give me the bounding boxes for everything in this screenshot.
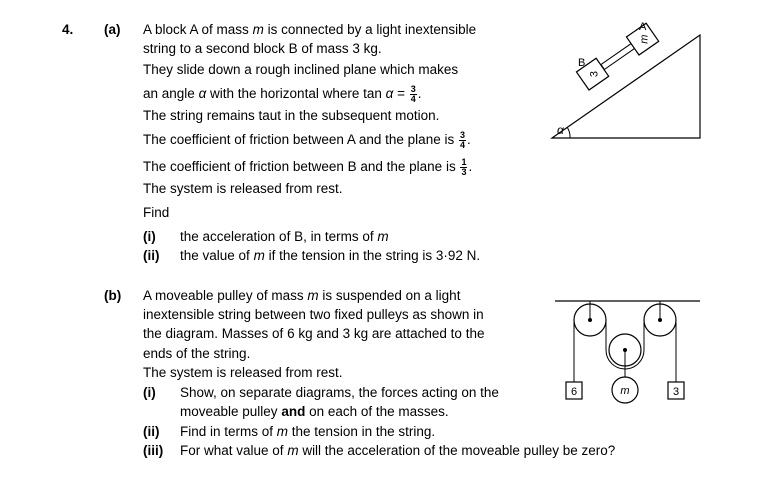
string (601, 42, 636, 69)
block-B-label: B (578, 57, 586, 69)
part-b-sub-iii-label: (iii) (143, 443, 164, 458)
angle-arc (567, 127, 570, 138)
part-a-sub-i-text: the acceleration of B, in terms of m (180, 229, 389, 244)
part-a-sub-ii-text: the value of m if the tension in the string is 3·92 N. (180, 248, 481, 263)
part-b-sub-i-text: Show, on separate diagrams, the forces acting on the (180, 385, 499, 400)
tan-fraction: $\frac{3}{4}$ (410, 84, 416, 104)
part-b-line4: ends of the string. (143, 346, 251, 361)
part-a-line3: They slide down a rough inclined plane which makes (143, 62, 459, 77)
part-a-line1: A block A of mass m is connected by a light inextensible (143, 22, 477, 37)
part-a-line4: an angle α with the horizontal where tan α = $\frac{3}{4}$ . (143, 84, 422, 104)
block-A-label: A (639, 21, 647, 33)
part-b-line2: inextensible string between two fixed pulleys as shown in (143, 307, 484, 322)
part-a-line2: string to a second block B of mass 3 kg. (143, 41, 382, 56)
string-group (601, 42, 636, 69)
part-b-sub-i-label: (i) (143, 385, 156, 400)
mass-3-label: 3 (672, 386, 680, 398)
part-b-line5: The system is released from rest. (143, 365, 343, 380)
part-b-sub-ii-label: (ii) (143, 424, 160, 439)
part-a-label: (a) (104, 22, 121, 37)
part-a-sub-i-label: (i) (143, 229, 156, 244)
part-a-sub-ii-label: (ii) (143, 248, 160, 263)
part-a-line8: The system is released from rest. (143, 181, 343, 196)
mass-6-label: 6 (570, 386, 578, 398)
mass-m-label: m (620, 385, 630, 397)
part-a-line5: The string remains taut in the subsequent motion. (143, 108, 440, 123)
muA-fraction: $\frac{3}{4}$ (459, 130, 465, 150)
muB-fraction: $\frac{1}{3}$ (461, 157, 467, 177)
left-pulley-axle (588, 318, 592, 322)
part-a-line7: The coefficient of friction between B and the plane is $\frac{1}{3}$ . (143, 157, 473, 177)
part-a-find: Find (143, 205, 170, 220)
part-a-line6: The coefficient of friction between A and the plane is $\frac{3}{4}$ . (143, 130, 471, 150)
block-m-mass: m (638, 34, 651, 44)
part-b-sub-ii-text: Find in terms of m the tension in the string. (180, 424, 436, 439)
part-b-sub-i-text2: moveable pulley and on each of the masses. (180, 404, 449, 419)
part-b-line1: A moveable pulley of mass m is suspended on a light (143, 288, 461, 303)
question-number: 4. (62, 22, 74, 37)
angle-label: α (557, 123, 564, 137)
inclined-plane-diagram (520, 10, 720, 145)
part-b-sub-iii-text: For what value of m will the acceleration of the moveable pulley be zero? (180, 443, 616, 458)
part-b-line3: the diagram. Masses of 6 kg and 3 kg are attached to the (143, 326, 485, 341)
part-b-label: (b) (104, 288, 122, 303)
block-3-mass: 3 (588, 71, 601, 78)
right-pulley-axle (658, 318, 662, 322)
pulley-diagram (545, 290, 705, 415)
